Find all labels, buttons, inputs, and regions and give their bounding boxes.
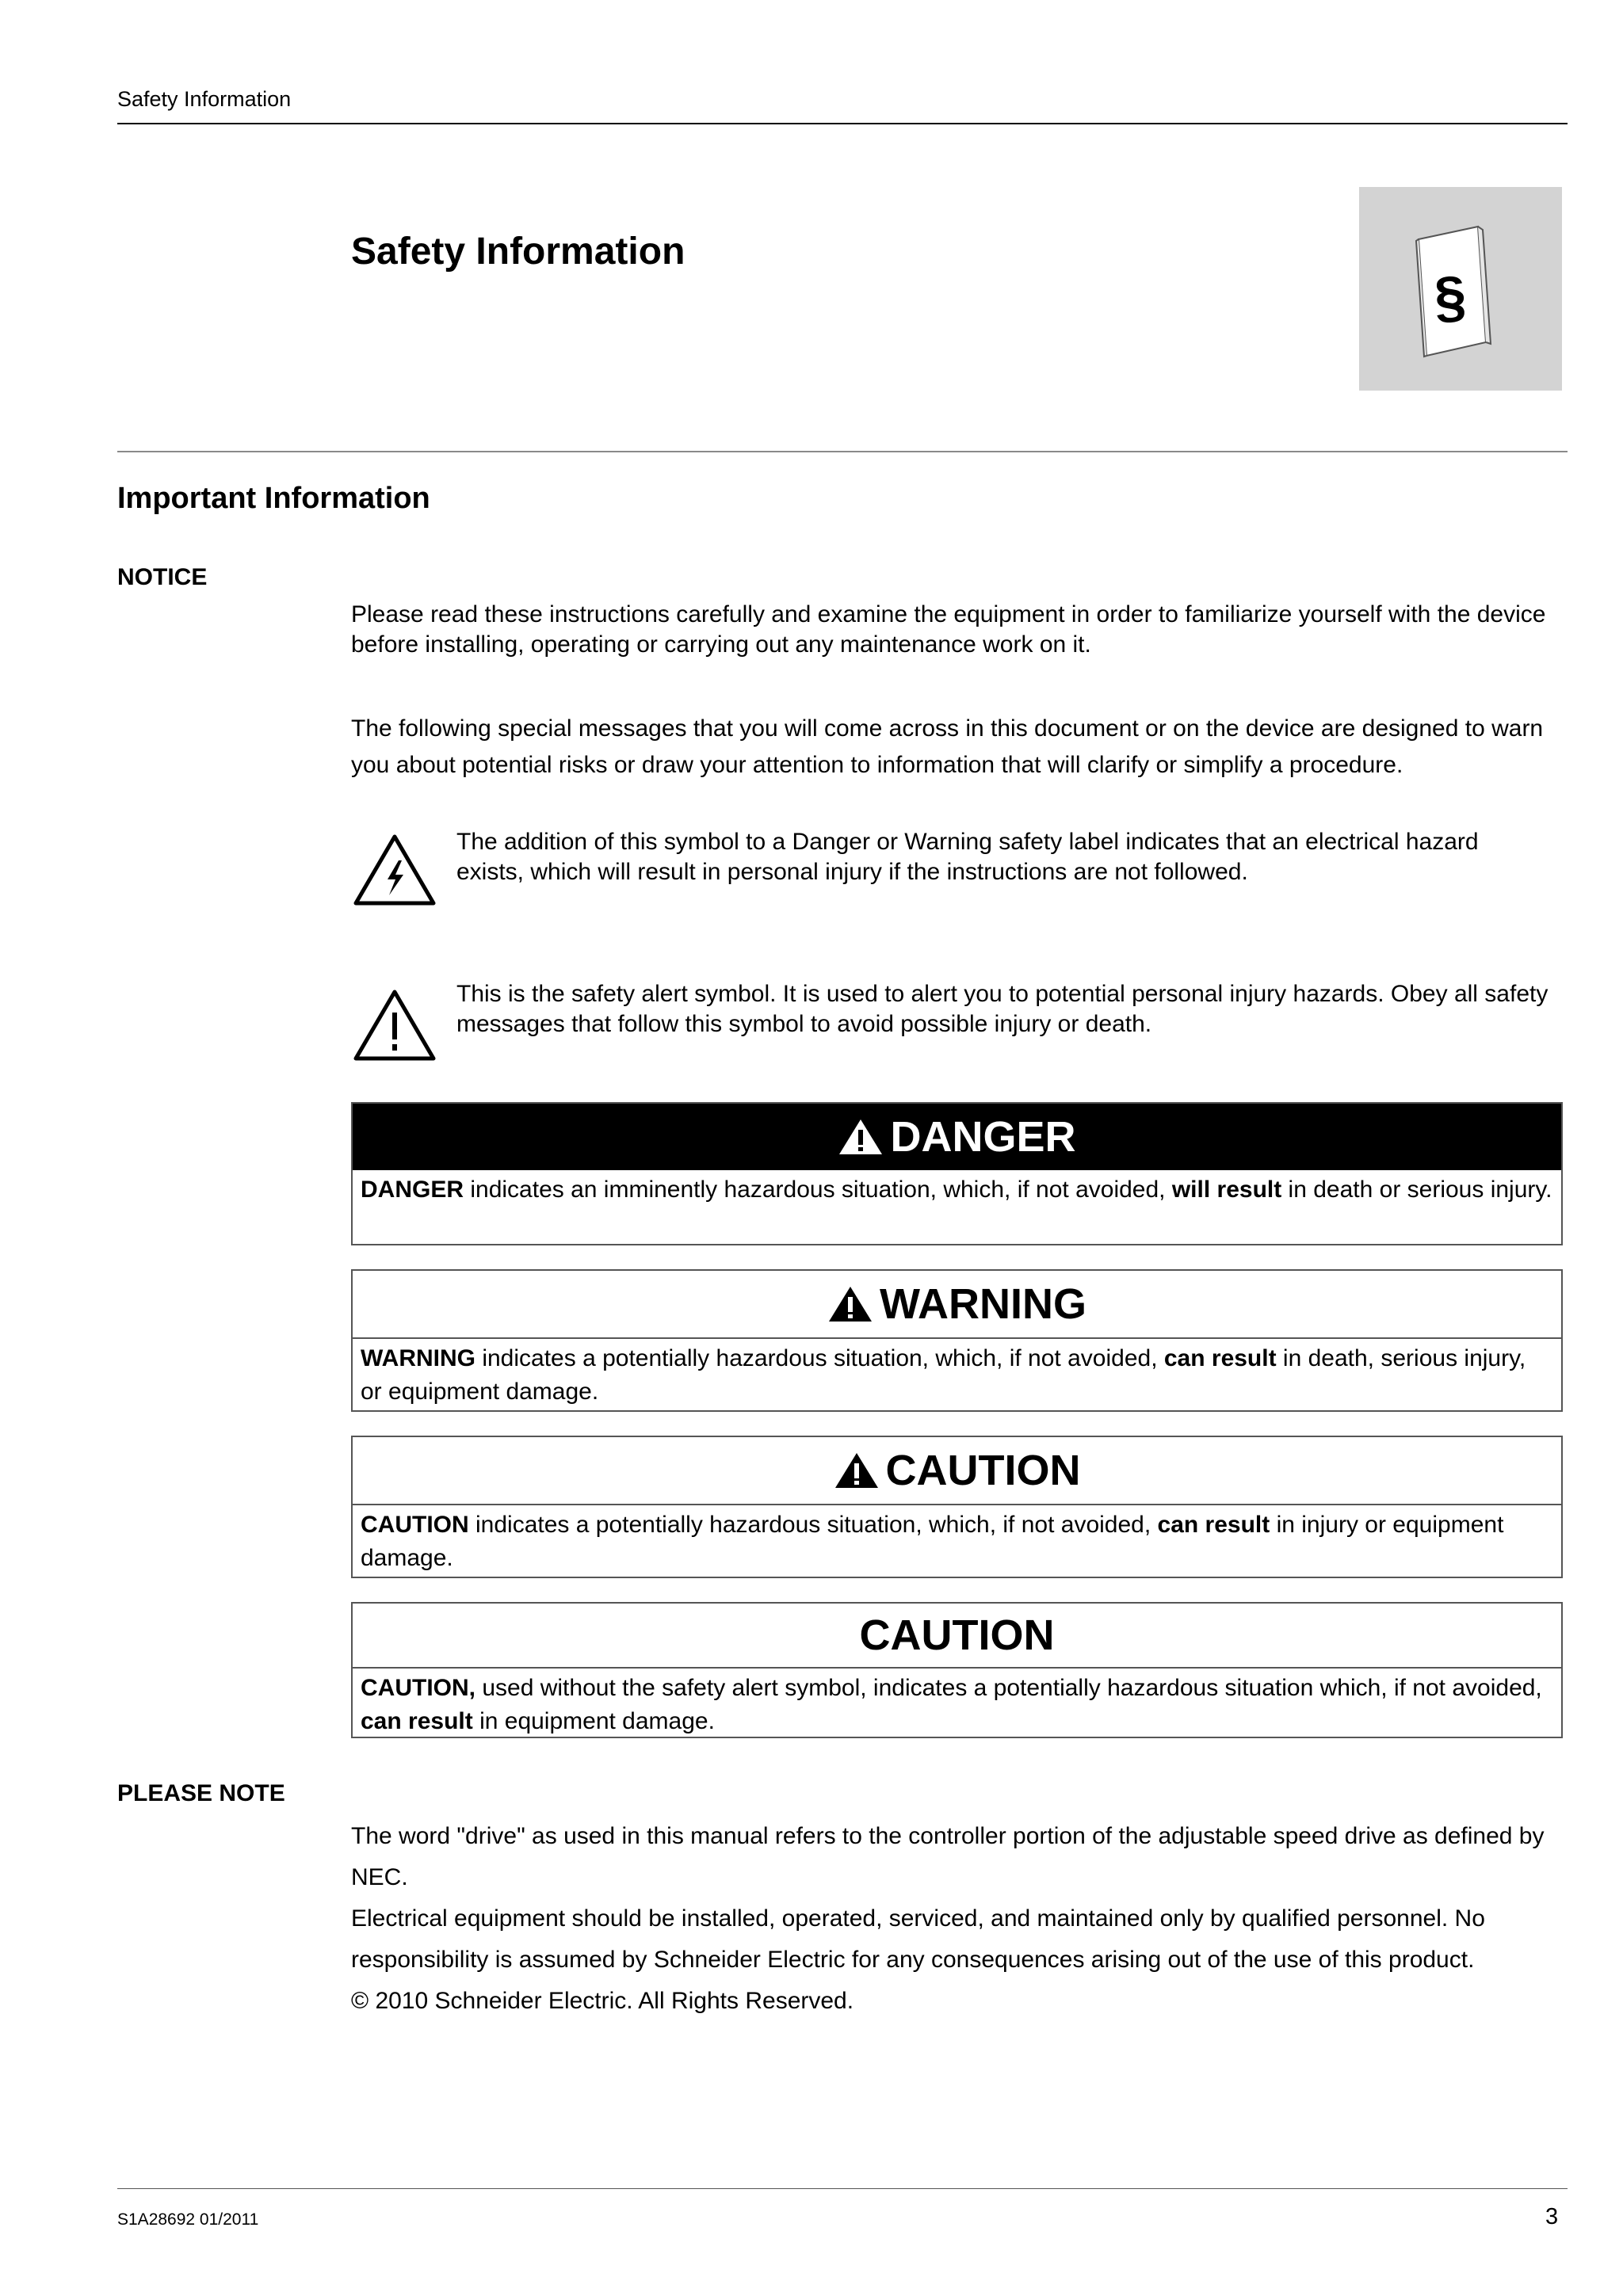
danger-box xyxy=(351,1102,1563,1245)
section-title: Important Information xyxy=(117,482,430,515)
caution-plain-tail: in equipment damage. xyxy=(472,1708,715,1734)
caution-plain-header xyxy=(353,1604,1561,1669)
header-rule xyxy=(117,123,1568,124)
safety-alert-icon xyxy=(351,986,438,1065)
please-note-text xyxy=(351,1816,1556,2022)
caution-header xyxy=(353,1437,1561,1505)
caution-tail: in injury or equipment damage. xyxy=(361,1512,1504,1571)
danger-title: DANGER xyxy=(890,1113,1076,1161)
warning-triangle-icon xyxy=(838,1117,884,1157)
caution-mid: indicates a potentially hazardous situation, which, if not avoided, xyxy=(468,1512,1158,1538)
page-number: 3 xyxy=(1545,2204,1559,2229)
warning-tail: in death, serious injury, or equipment damage. xyxy=(361,1345,1526,1405)
warning-triangle-icon xyxy=(827,1284,873,1324)
warning-box xyxy=(351,1269,1563,1412)
chapter-title: Safety Information xyxy=(351,231,685,273)
electrical-symbol-text: The addition of this symbol to a Danger or Warning safety label indicates that an electrical hazard exists, which will result in personal injury if the instructions are not followed. xyxy=(456,829,1479,885)
caution-title: CAUTION xyxy=(885,1447,1081,1494)
warning-title: WARNING xyxy=(880,1280,1086,1328)
caution-emphasis: can result xyxy=(1157,1512,1270,1538)
warning-triangle-icon xyxy=(834,1451,880,1490)
caution-description xyxy=(353,1505,1561,1580)
danger-tail: in death or serious injury. xyxy=(1281,1177,1552,1203)
footer-rule xyxy=(117,2188,1568,2189)
caution-plain-lead: CAUTION, xyxy=(361,1675,475,1701)
svg-text:§: § xyxy=(1432,264,1468,330)
electrical-hazard-icon xyxy=(351,830,438,910)
danger-emphasis: will result xyxy=(1171,1177,1282,1203)
warning-header xyxy=(353,1271,1561,1339)
please-note-label: PLEASE NOTE xyxy=(117,1780,285,1806)
danger-lead: DANGER xyxy=(361,1177,464,1203)
caution-plain-description xyxy=(353,1669,1561,1743)
manual-section-book-icon xyxy=(1359,187,1562,391)
caution-plain-mid: used without the safety alert symbol, indicates a potentially hazardous situation which, if not avoided, xyxy=(475,1675,1542,1701)
please-note-copyright: © 2010 Schneider Electric. All Rights Reserved. xyxy=(351,1988,854,2014)
please-note-line-2: Electrical equipment should be installed, operated, serviced, and maintained only by qualified personnel. No responsibility is assumed by Schneider Electric for any consequences arising out of the use of this product. xyxy=(351,1905,1485,1973)
notice-label: NOTICE xyxy=(117,564,208,590)
danger-header xyxy=(353,1104,1561,1170)
caution-plain-title: CAUTION xyxy=(859,1611,1055,1659)
chapter-divider xyxy=(117,451,1568,452)
notice-paragraph-2: The following special messages that you will come across in this document or on the device are designed to warn you about potential risks or draw your attention to information that will clarify or simplify a procedure. xyxy=(351,715,1544,778)
warning-emphasis: can result xyxy=(1163,1345,1277,1371)
caution-plain-emphasis: can result xyxy=(361,1708,473,1734)
caution-box xyxy=(351,1436,1563,1578)
alert-symbol-text: This is the safety alert symbol. It is used to alert you to potential personal injury hazards. Obey all safety messages that follow this symbol to avoid possible injury or death. xyxy=(456,981,1549,1037)
please-note-line-1: The word "drive" as used in this manual refers to the controller portion of the adjustable speed drive as defined by NEC. xyxy=(351,1823,1545,1890)
danger-mid: indicates an imminently hazardous situation, which, if not avoided, xyxy=(464,1177,1172,1203)
warning-mid: indicates a potentially hazardous situation, which, if not avoided, xyxy=(475,1345,1164,1371)
document-code: S1A28692 01/2011 xyxy=(117,2210,259,2229)
danger-description xyxy=(353,1170,1561,1211)
warning-description xyxy=(353,1339,1561,1413)
caution-plain-box xyxy=(351,1602,1563,1738)
warning-lead: WARNING xyxy=(361,1345,475,1371)
caution-lead: CAUTION xyxy=(361,1512,469,1538)
running-header: Safety Information xyxy=(117,87,292,111)
notice-paragraph-1: Please read these instructions carefully and examine the equipment in order to familiarize yourself with the device before installing, operating or carrying out any maintenance work on it. xyxy=(351,601,1546,658)
